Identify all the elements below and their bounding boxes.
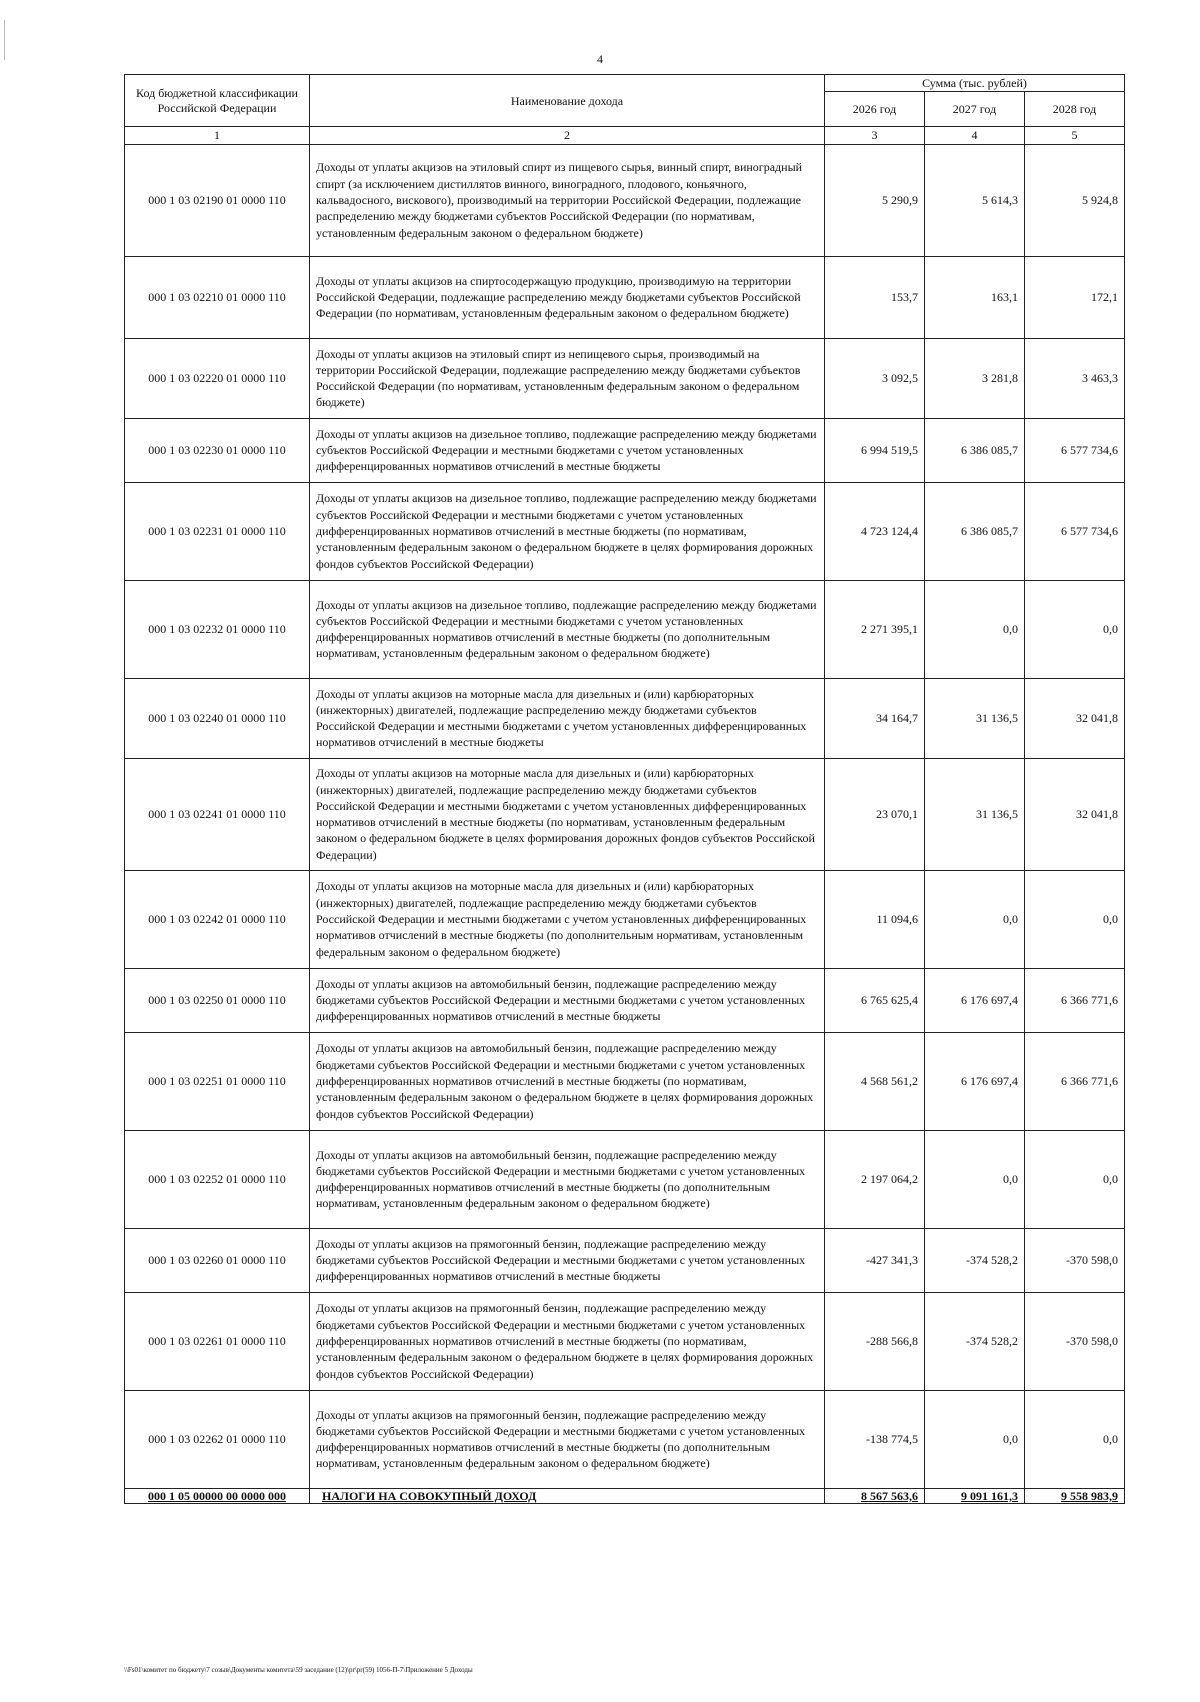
row-value-2027: 6 386 085,7 <box>925 418 1025 482</box>
row-name: Доходы от уплаты акцизов на моторные масла для дизельных и (или) карбюраторных (инжекторных) двигателей, подлежащие распределению между бюджетами субъектов Российской Федерации и местными бюджетами с учетом установленных дифференцированных нормативов отчислений в местные бюджеты <box>310 678 825 758</box>
table-row <box>125 144 1125 256</box>
row-value-2026: 5 290,9 <box>825 144 925 256</box>
row-code: 000 1 03 02232 01 0000 110 <box>125 580 310 678</box>
table-row <box>125 338 1125 418</box>
row-value-2027: 6 386 085,7 <box>925 482 1025 580</box>
row-name: Доходы от уплаты акцизов на этиловый спирт из пищевого сырья, винный спирт, виноградный спирт (за исключением дистиллятов винного, виноградного, плодового, коньячного, кальвадосного, вискового), производимый на территории Российской Федерации, подлежащие распределению между бюджетами субъектов Российской Федерации (по нормативам, установленным федеральным законом о федеральном бюджете) <box>310 144 825 256</box>
row-value-2027: 0,0 <box>925 870 1025 968</box>
row-value-2026: -288 566,8 <box>825 1292 925 1390</box>
row-value-2028: 0,0 <box>1025 1390 1125 1488</box>
row-value-2027: 163,1 <box>925 256 1025 338</box>
total-value-2027: 9 091 161,3 <box>925 1488 1025 1503</box>
table-row <box>125 870 1125 968</box>
row-value-2026: 6 765 625,4 <box>825 968 925 1032</box>
row-name: Доходы от уплаты акцизов на прямогонный бензин, подлежащие распределению между бюджетами субъектов Российской Федерации и местными бюджетами с учетом установленных дифференцированных нормативов отчислений в местные бюджеты (по дополнительным нормативам, установленным федеральным законом о федеральном бюджете) <box>310 1390 825 1488</box>
row-value-2028: 0,0 <box>1025 870 1125 968</box>
table-body <box>125 144 1125 1503</box>
row-value-2028: 3 463,3 <box>1025 338 1125 418</box>
table-row <box>125 580 1125 678</box>
row-name: Доходы от уплаты акцизов на автомобильный бензин, подлежащие распределению между бюджетами субъектов Российской Федерации и местными бюджетами с учетом установленных дифференцированных нормативов отчислений в местные бюджеты (по дополнительным нормативам, установленным федеральным законом о федеральном бюджете) <box>310 1130 825 1228</box>
row-value-2028: 32 041,8 <box>1025 678 1125 758</box>
row-value-2026: 4 723 124,4 <box>825 482 925 580</box>
row-value-2026: 4 568 561,2 <box>825 1032 925 1130</box>
page-number: 4 <box>597 52 603 66</box>
row-name: Доходы от уплаты акцизов на дизельное топливо, подлежащие распределению между бюджетами субъектов Российской Федерации и местными бюджетами с учетом установленных дифференцированных нормативов отчислений в местные бюджеты (по нормативам, установленным федеральным законом о федеральном бюджете в целях формирования дорожных фондов субъектов Российской Федерации) <box>310 482 825 580</box>
header-sum: Сумма (тыс. рублей) <box>825 75 1125 92</box>
table-row <box>125 1390 1125 1488</box>
row-value-2028: 6 577 734,6 <box>1025 482 1125 580</box>
row-name: Доходы от уплаты акцизов на автомобильный бензин, подлежащие распределению между бюджетами субъектов Российской Федерации и местными бюджетами с учетом установленных дифференцированных нормативов отчислений в местные бюджеты <box>310 968 825 1032</box>
row-value-2028: 0,0 <box>1025 580 1125 678</box>
row-value-2026: 34 164,7 <box>825 678 925 758</box>
row-value-2026: 23 070,1 <box>825 758 925 870</box>
header-year-2026: 2026 год <box>825 92 925 127</box>
table-row <box>125 256 1125 338</box>
row-name: Доходы от уплаты акцизов на моторные масла для дизельных и (или) карбюраторных (инжекторных) двигателей, подлежащие распределению между бюджетами субъектов Российской Федерации и местными бюджетами с учетом установленных дифференцированных нормативов отчислений в местные бюджеты (по дополнительным нормативам, установленным федеральным законом о федеральном бюджете) <box>310 870 825 968</box>
row-value-2028: 6 366 771,6 <box>1025 1032 1125 1130</box>
table-row-total <box>125 1488 1125 1503</box>
row-code: 000 1 03 02231 01 0000 110 <box>125 482 310 580</box>
row-code: 000 1 03 02242 01 0000 110 <box>125 870 310 968</box>
row-code: 000 1 03 02252 01 0000 110 <box>125 1130 310 1228</box>
row-value-2028: -370 598,0 <box>1025 1292 1125 1390</box>
column-number-5: 5 <box>1025 127 1125 144</box>
header-year-2027: 2027 год <box>925 92 1025 127</box>
row-code: 000 1 03 02250 01 0000 110 <box>125 968 310 1032</box>
total-value-2026: 8 567 563,6 <box>825 1488 925 1503</box>
row-value-2028: 6 366 771,6 <box>1025 968 1125 1032</box>
total-code: 000 1 05 00000 00 0000 000 <box>125 1488 310 1503</box>
row-value-2027: 31 136,5 <box>925 678 1025 758</box>
row-value-2028: 6 577 734,6 <box>1025 418 1125 482</box>
table-row <box>125 1032 1125 1130</box>
column-number-1: 1 <box>125 127 310 144</box>
row-name: Доходы от уплаты акцизов на спиртосодержащую продукцию, производимую на территории Российской Федерации, подлежащие распределению между бюджетами субъектов Российской Федерации (по нормативам, установленным федеральным законом о федеральном бюджете) <box>310 256 825 338</box>
row-value-2027: 0,0 <box>925 580 1025 678</box>
row-code: 000 1 03 02262 01 0000 110 <box>125 1390 310 1488</box>
row-code: 000 1 03 02190 01 0000 110 <box>125 144 310 256</box>
row-code: 000 1 03 02210 01 0000 110 <box>125 256 310 338</box>
row-value-2028: 5 924,8 <box>1025 144 1125 256</box>
header-code: Код бюджетной классификации Российской Федерации <box>125 75 310 127</box>
row-value-2028: 32 041,8 <box>1025 758 1125 870</box>
row-name: Доходы от уплаты акцизов на дизельное топливо, подлежащие распределению между бюджетами субъектов Российской Федерации и местными бюджетами с учетом установленных дифференцированных нормативов отчислений в местные бюджеты <box>310 418 825 482</box>
table-row <box>125 1130 1125 1228</box>
revenue-table <box>124 74 1125 1504</box>
row-value-2026: 3 092,5 <box>825 338 925 418</box>
row-name: Доходы от уплаты акцизов на дизельное топливо, подлежащие распределению между бюджетами субъектов Российской Федерации и местными бюджетами с учетом установленных дифференцированных нормативов отчислений в местные бюджеты (по дополнительным нормативам, установленным федеральным законом о федеральном бюджете) <box>310 580 825 678</box>
row-value-2026: -427 341,3 <box>825 1228 925 1292</box>
row-value-2027: -374 528,2 <box>925 1228 1025 1292</box>
row-name: Доходы от уплаты акцизов на прямогонный бензин, подлежащие распределению между бюджетами субъектов Российской Федерации и местными бюджетами с учетом установленных дифференцированных нормативов отчислений в местные бюджеты (по нормативам, установленным федеральным законом о федеральном бюджете в целях формирования дорожных фондов субъектов Российской Федерации) <box>310 1292 825 1390</box>
row-value-2027: 3 281,8 <box>925 338 1025 418</box>
row-value-2026: 153,7 <box>825 256 925 338</box>
row-value-2027: 0,0 <box>925 1130 1025 1228</box>
row-value-2026: 11 094,6 <box>825 870 925 968</box>
header-name <box>310 75 825 127</box>
column-number-4: 4 <box>925 127 1025 144</box>
row-code: 000 1 03 02260 01 0000 110 <box>125 1228 310 1292</box>
table-row <box>125 678 1125 758</box>
row-value-2027: -374 528,2 <box>925 1292 1025 1390</box>
total-value-2028: 9 558 983,9 <box>1025 1488 1125 1503</box>
row-name: Доходы от уплаты акцизов на прямогонный бензин, подлежащие распределению между бюджетами субъектов Российской Федерации и местными бюджетами с учетом установленных дифференцированных нормативов отчислений в местные бюджеты <box>310 1228 825 1292</box>
row-code: 000 1 03 02220 01 0000 110 <box>125 338 310 418</box>
row-name: Доходы от уплаты акцизов на моторные масла для дизельных и (или) карбюраторных (инжекторных) двигателей, подлежащие распределению между бюджетами субъектов Российской Федерации и местными бюджетами с учетом установленных дифференцированных нормативов отчислений в местные бюджеты (по нормативам, установленным федеральным законом о федеральном бюджете в целях формирования дорожных фондов субъектов Российской Федерации) <box>310 758 825 870</box>
table-row <box>125 1292 1125 1390</box>
row-value-2027: 6 176 697,4 <box>925 1032 1025 1130</box>
header-name-label: Наименование дохода <box>510 93 624 108</box>
column-number-2: 2 <box>310 127 825 144</box>
row-value-2027: 5 614,3 <box>925 144 1025 256</box>
row-value-2028: 0,0 <box>1025 1130 1125 1228</box>
row-value-2026: -138 774,5 <box>825 1390 925 1488</box>
row-value-2026: 6 994 519,5 <box>825 418 925 482</box>
header-year-2028: 2028 год <box>1025 92 1125 127</box>
row-value-2028: -370 598,0 <box>1025 1228 1125 1292</box>
row-value-2026: 2 197 064,2 <box>825 1130 925 1228</box>
row-code: 000 1 03 02241 01 0000 110 <box>125 758 310 870</box>
column-number-3: 3 <box>825 127 925 144</box>
row-code: 000 1 03 02240 01 0000 110 <box>125 678 310 758</box>
row-value-2028: 172,1 <box>1025 256 1125 338</box>
table-row <box>125 1228 1125 1292</box>
row-code: 000 1 03 02251 01 0000 110 <box>125 1032 310 1130</box>
table-row <box>125 482 1125 580</box>
row-value-2026: 2 271 395,1 <box>825 580 925 678</box>
row-name: Доходы от уплаты акцизов на автомобильный бензин, подлежащие распределению между бюджетами субъектов Российской Федерации и местными бюджетами с учетом установленных дифференцированных нормативов отчислений в местные бюджеты (по нормативам, установленным федеральным законом о федеральном бюджете в целях формирования дорожных фондов субъектов Российской Федерации) <box>310 1032 825 1130</box>
table-row <box>125 418 1125 482</box>
table-row <box>125 968 1125 1032</box>
row-name: Доходы от уплаты акцизов на этиловый спирт из непищевого сырья, производимый на территории Российской Федерации, подлежащие распределению между бюджетами субъектов Российской Федерации (по нормативам, установленным федеральным законом о федеральном бюджете) <box>310 338 825 418</box>
row-code: 000 1 03 02261 01 0000 110 <box>125 1292 310 1390</box>
footer-file-path: \\Fs01\комитет по бюджету\7 созыв\Документы комитета\59 заседание (12)\pr\pr(59) 1056-П-7\Приложение 5 Доходы <box>124 1666 473 1674</box>
total-name: НАЛОГИ НА СОВОКУПНЫЙ ДОХОД <box>310 1488 825 1503</box>
row-value-2027: 6 176 697,4 <box>925 968 1025 1032</box>
row-value-2027: 0,0 <box>925 1390 1025 1488</box>
row-value-2027: 31 136,5 <box>925 758 1025 870</box>
table-row <box>125 758 1125 870</box>
row-code: 000 1 03 02230 01 0000 110 <box>125 418 310 482</box>
